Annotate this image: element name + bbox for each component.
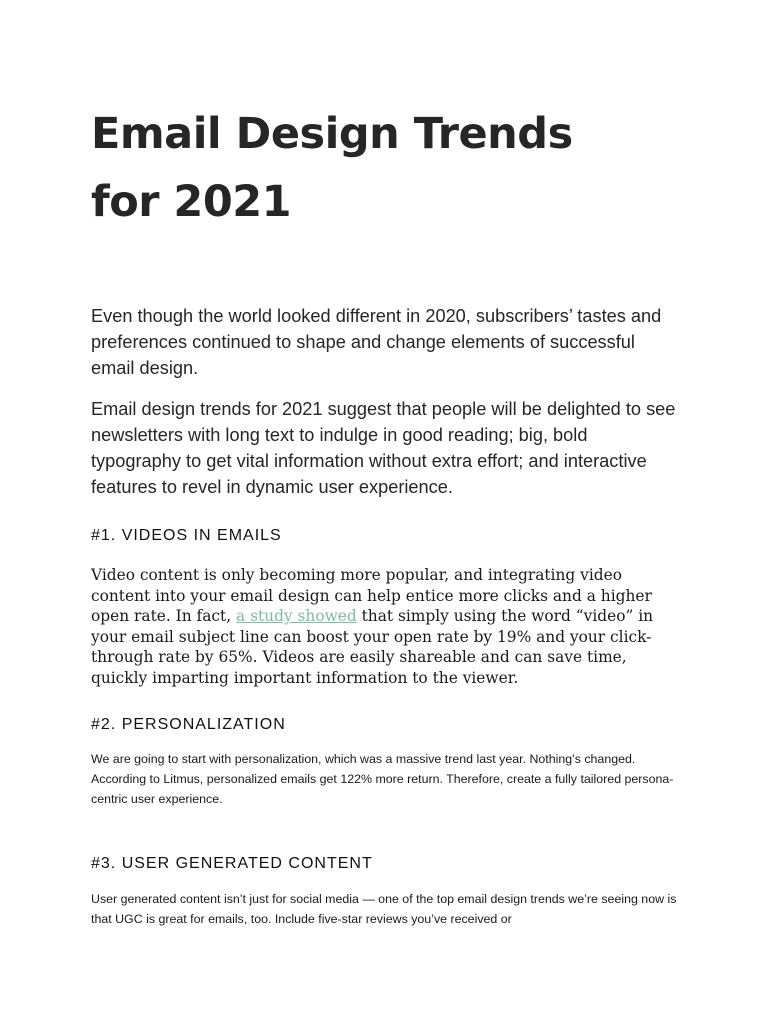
section-heading-personalization: #2. PERSONALIZATION [91,716,286,733]
page-title [91,100,573,236]
section-paragraph-videos [91,565,681,688]
intro-paragraph-1: Even though the world looked different in 2020, subscribers’ tastes and preferences continued to shape and change elements of successful email design. [91,306,662,378]
paragraph-text-after-link: that simply using the word “video” in your email subject line can boost your open rate by 19% and your click-through rate by 65%. Videos are easily shareable and can save time, quickly imparting important information to the viewer. [91,607,654,687]
section-paragraph-personalization: We are going to start with personalization, which was a massive trend last year. Nothing’s changed. According to Litmus, personalized emails get 122% more return. Therefore, create a fully tailored persona-centric user experience. [91,752,674,806]
section-heading-videos: #1. VIDEOS IN EMAILS [91,527,282,544]
section-heading-ugc: #3. USER GENERATED CONTENT [91,855,373,872]
title-line-2: for 2021 [91,177,292,227]
intro-paragraph-2: Email design trends for 2021 suggest that people will be delighted to see newsletters with long text to indulge in good reading; big, bold typography to get vital information without extra effort; and interactive features to revel in dynamic user experience. [91,399,676,497]
title-line-1: Email Design Trends [91,109,573,159]
section-paragraph-ugc: User generated content isn’t just for social media — one of the top email design trends we’re seeing now is that UGC is great for emails, too. Include five-star reviews you’ve received or [91,892,677,926]
study-link[interactable]: a study showed [236,607,357,625]
paragraph-text-before-link: Video content is only becoming more popular, and integrating video content into your email design can help entice more clicks and a higher open rate. In fact, [91,566,652,625]
